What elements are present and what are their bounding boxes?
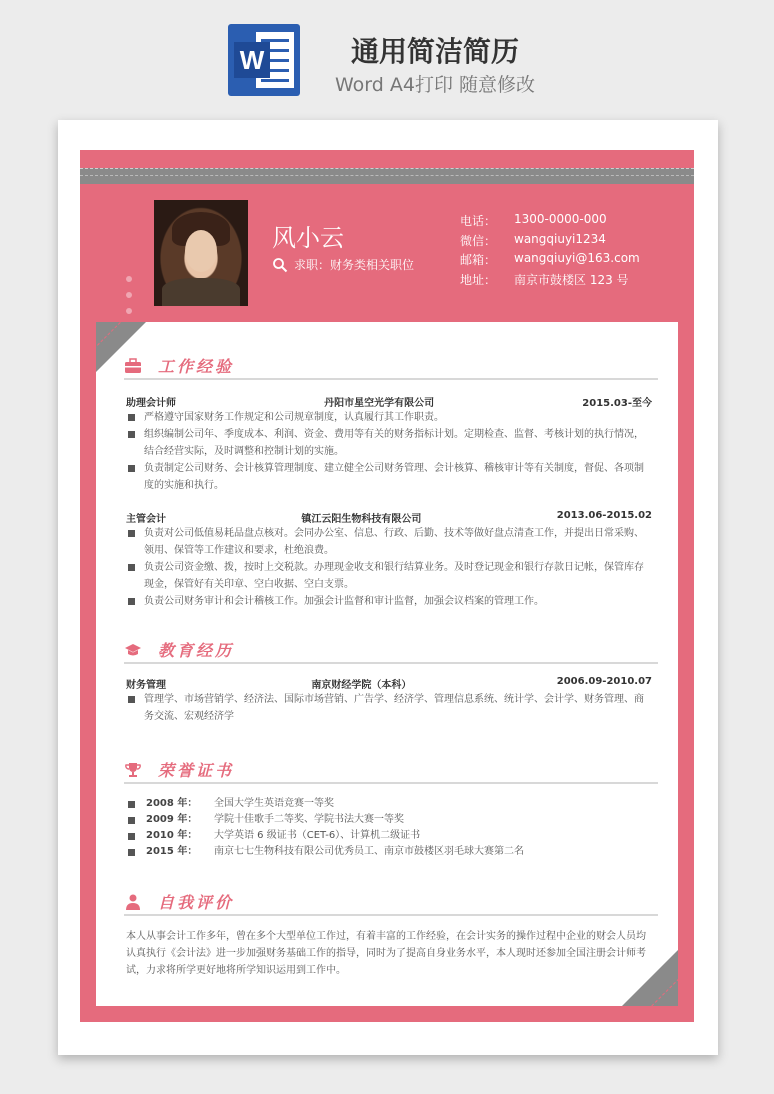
person-icon: [124, 893, 142, 911]
banner-title: 通用简洁简历: [350, 35, 519, 68]
education-entry: [126, 676, 652, 725]
section-header-education: 教育经历: [124, 638, 658, 664]
job-entry: [126, 510, 652, 610]
list-item: 负责制定公司财务、会计核算管理制度、建立健全公司财务管理、会计核算、稽核审计等有关制度，督促、各项制度的实施和执行。: [126, 460, 652, 494]
honor-row: 2008 年： 全国大学生英语竞赛一等奖: [126, 796, 652, 812]
section-header-self-eval: 自我评价: [124, 890, 658, 916]
download-banner: [0, 0, 774, 118]
contact-info: 电话： 1300-0000-000 微信： wangqiuyi1234 邮箱： wangqiuyi@163.com 地址： 南京市鼓楼区 123 号: [460, 212, 640, 290]
honor-row: 2015 年： 南京七七生物科技有限公司优秀员工、南京市鼓楼区羽毛球大赛第二名: [126, 844, 652, 860]
candidate-name: 风小云: [272, 224, 344, 252]
job-period: 2013.06-2015.02: [556, 510, 652, 521]
graduation-cap-icon: [124, 641, 142, 659]
honor-row: 2010 年： 大学英语 6 级证书（CET-6）、计算机二级证书: [126, 828, 652, 844]
list-item: 负责公司财务审计和会计稽核工作。加强会计监督和审计监督，加强会议档案的管理工作。: [126, 593, 652, 610]
list-item: 组织编制公司年、季度成本、利润、资金、费用等有关的财务指标计划。定期检查、监督、考核计划的执行情况，结合经营实际，及时调整和控制计划的实施。: [126, 426, 652, 460]
list-item: 严格遵守国家财务工作规定和公司规章制度，认真履行其工作职责。: [126, 409, 652, 426]
email-value: wangqiuyi@163.com: [514, 251, 640, 265]
job-objective: 求职：财务类相关职位: [272, 256, 414, 273]
briefcase-icon: [124, 357, 142, 375]
word-app-icon: W: [228, 24, 300, 96]
resume-page: [80, 150, 694, 1022]
phone-value: 1300-0000-000: [514, 212, 607, 226]
profile-photo: [154, 200, 248, 306]
job-role: 助理会计师: [126, 398, 176, 409]
job-entry: [126, 394, 652, 494]
honor-row: 2009 年： 学院十佳歌手二等奖、学院书法大赛一等奖: [126, 812, 652, 828]
edu-period: 2006.09-2010.07: [556, 676, 652, 687]
section-header-honors: 荣誉证书: [124, 758, 658, 784]
section-header-work: 工作经验: [124, 354, 658, 380]
list-item: 负责对公司低值易耗品盘点核对。会同办公室、信息、行政、后勤、技术等做好盘点清查工作，并提出日常采购、领用、保管等工作建议和要求，杜绝浪费。: [126, 525, 652, 559]
honors-list: [126, 796, 652, 860]
search-icon: [272, 257, 288, 273]
decor-dots: [126, 276, 134, 324]
corner-decor-bottom-right: [622, 950, 678, 1006]
edu-major: 财务管理: [126, 680, 166, 691]
self-evaluation-text: 本人从事会计工作多年，曾在多个大型单位工作过，有着丰富的工作经验，在会计实务的操作过程中企业的财会人员均认真执行《会计法》进一步加强财务基础工作的指导，同时为了提高自身业务水平，本人现时还参加全国注册会计师考试，力求将所学更好地将所学知识运用到工作中。: [126, 931, 646, 976]
trophy-icon: [124, 761, 142, 779]
list-item: 负责公司资金缴、拨，按时上交税款。办理现金收支和银行结算业务。及时登记现金和银行存款日记帐，保管库存现金，保管好有关印章、空白收据、空白支票。: [126, 559, 652, 593]
job-role: 主管会计: [126, 514, 166, 525]
top-stripe: [80, 168, 694, 184]
job-company: 镇江云阳生物科技有限公司: [301, 514, 422, 525]
job-period: 2015.03-至今: [582, 398, 652, 409]
job-company: 丹阳市星空光学有限公司: [324, 398, 435, 409]
address-value: 南京市鼓楼区 123 号: [514, 272, 629, 287]
wechat-value: wangqiuyi1234: [514, 231, 606, 246]
edu-school: 南京财经学院（本科）: [311, 680, 412, 691]
banner-subtitle: Word A4打印 随意修改: [334, 74, 535, 96]
content-panel: [96, 322, 678, 1006]
edu-courses: 管理学、市场营销学、经济法、国际市场营销、广告学、经济学、管理信息系统、统计学、会计学、财务管理、商务交流、宏观经济学: [126, 691, 652, 725]
